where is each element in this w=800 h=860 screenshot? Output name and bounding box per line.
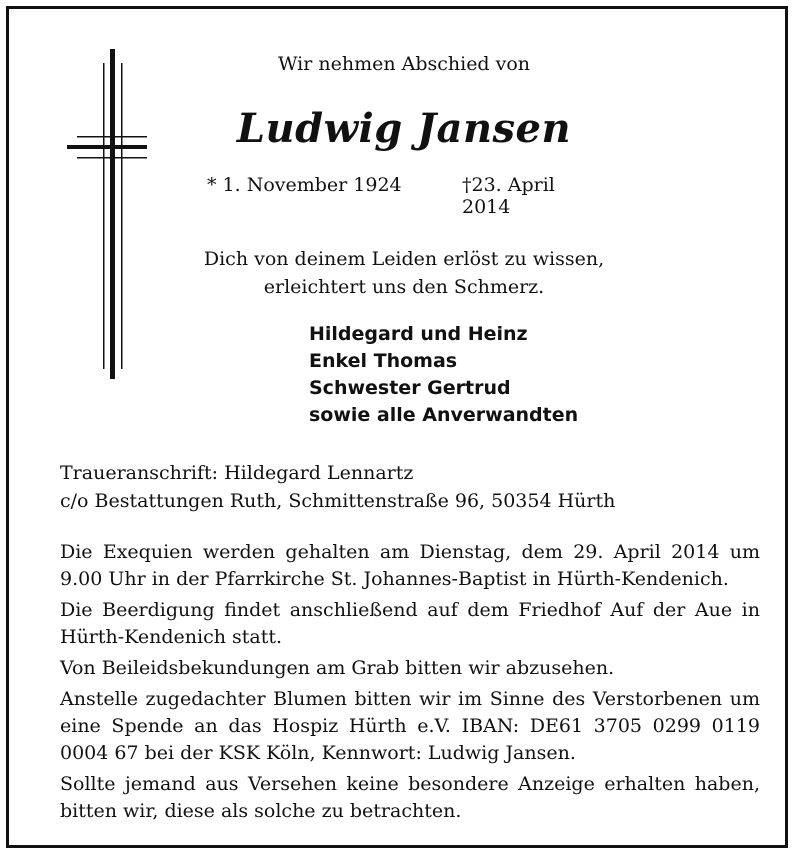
obituary-notice: [6, 6, 788, 848]
mourner-line: Enkel Thomas: [309, 350, 458, 372]
info-paragraph: Die Exequien werden gehalten am Dienstag, dem 29. April 2014 um 9.00 Uhr in der Pfarrkirche St. Johannes-Baptist in Hürth-Kendenich.: [60, 541, 760, 590]
quote-line: Dich von deinem Leiden erlöst zu wissen,: [203, 248, 605, 270]
info-paragraph: Sollte jemand aus Versehen keine besondere Anzeige erhalten haben, bitten wir, diese als solche zu betrachten.: [60, 773, 760, 822]
death-date: †23. April 2014: [462, 174, 555, 218]
address-line: c/o Bestattungen Ruth, Schmittenstraße 96, 50354 Hürth: [60, 490, 616, 512]
condolence-address: [60, 459, 615, 515]
cross-icon: [67, 49, 147, 379]
birth-date: * 1. November 1924: [207, 174, 402, 196]
intro-text: Wir nehmen Abschied von: [277, 53, 531, 75]
info-paragraph: Von Beileidsbekundungen am Grab bitten wir abzusehen.: [60, 657, 615, 679]
mourner-line: Hildegard und Heinz: [309, 323, 528, 345]
quote: [199, 245, 609, 301]
deceased-name: Ludwig Jansen: [236, 105, 572, 152]
address-line: Traueranschrift: Hildegard Lennartz: [60, 462, 414, 484]
mourner-line: sowie alle Anverwandten: [309, 404, 579, 426]
quote-line: erleichtert uns den Schmerz.: [263, 276, 545, 298]
funeral-info: [60, 539, 760, 829]
mourner-line: Schwester Gertrud: [309, 377, 511, 399]
mourners-list: [309, 321, 578, 429]
info-paragraph: Anstelle zugedachter Blumen bitten wir im Sinne des Verstorbenen um eine Spende an das Hospiz Hürth e.V. IBAN: DE61 3705 0299 0119 0004 67 bei der KSK Köln, Kennwort: Ludwig Jansen.: [60, 688, 760, 764]
info-paragraph: Die Beerdigung findet anschließend auf dem Friedhof Auf der Aue in Hürth-Kendenich statt.: [60, 599, 760, 648]
